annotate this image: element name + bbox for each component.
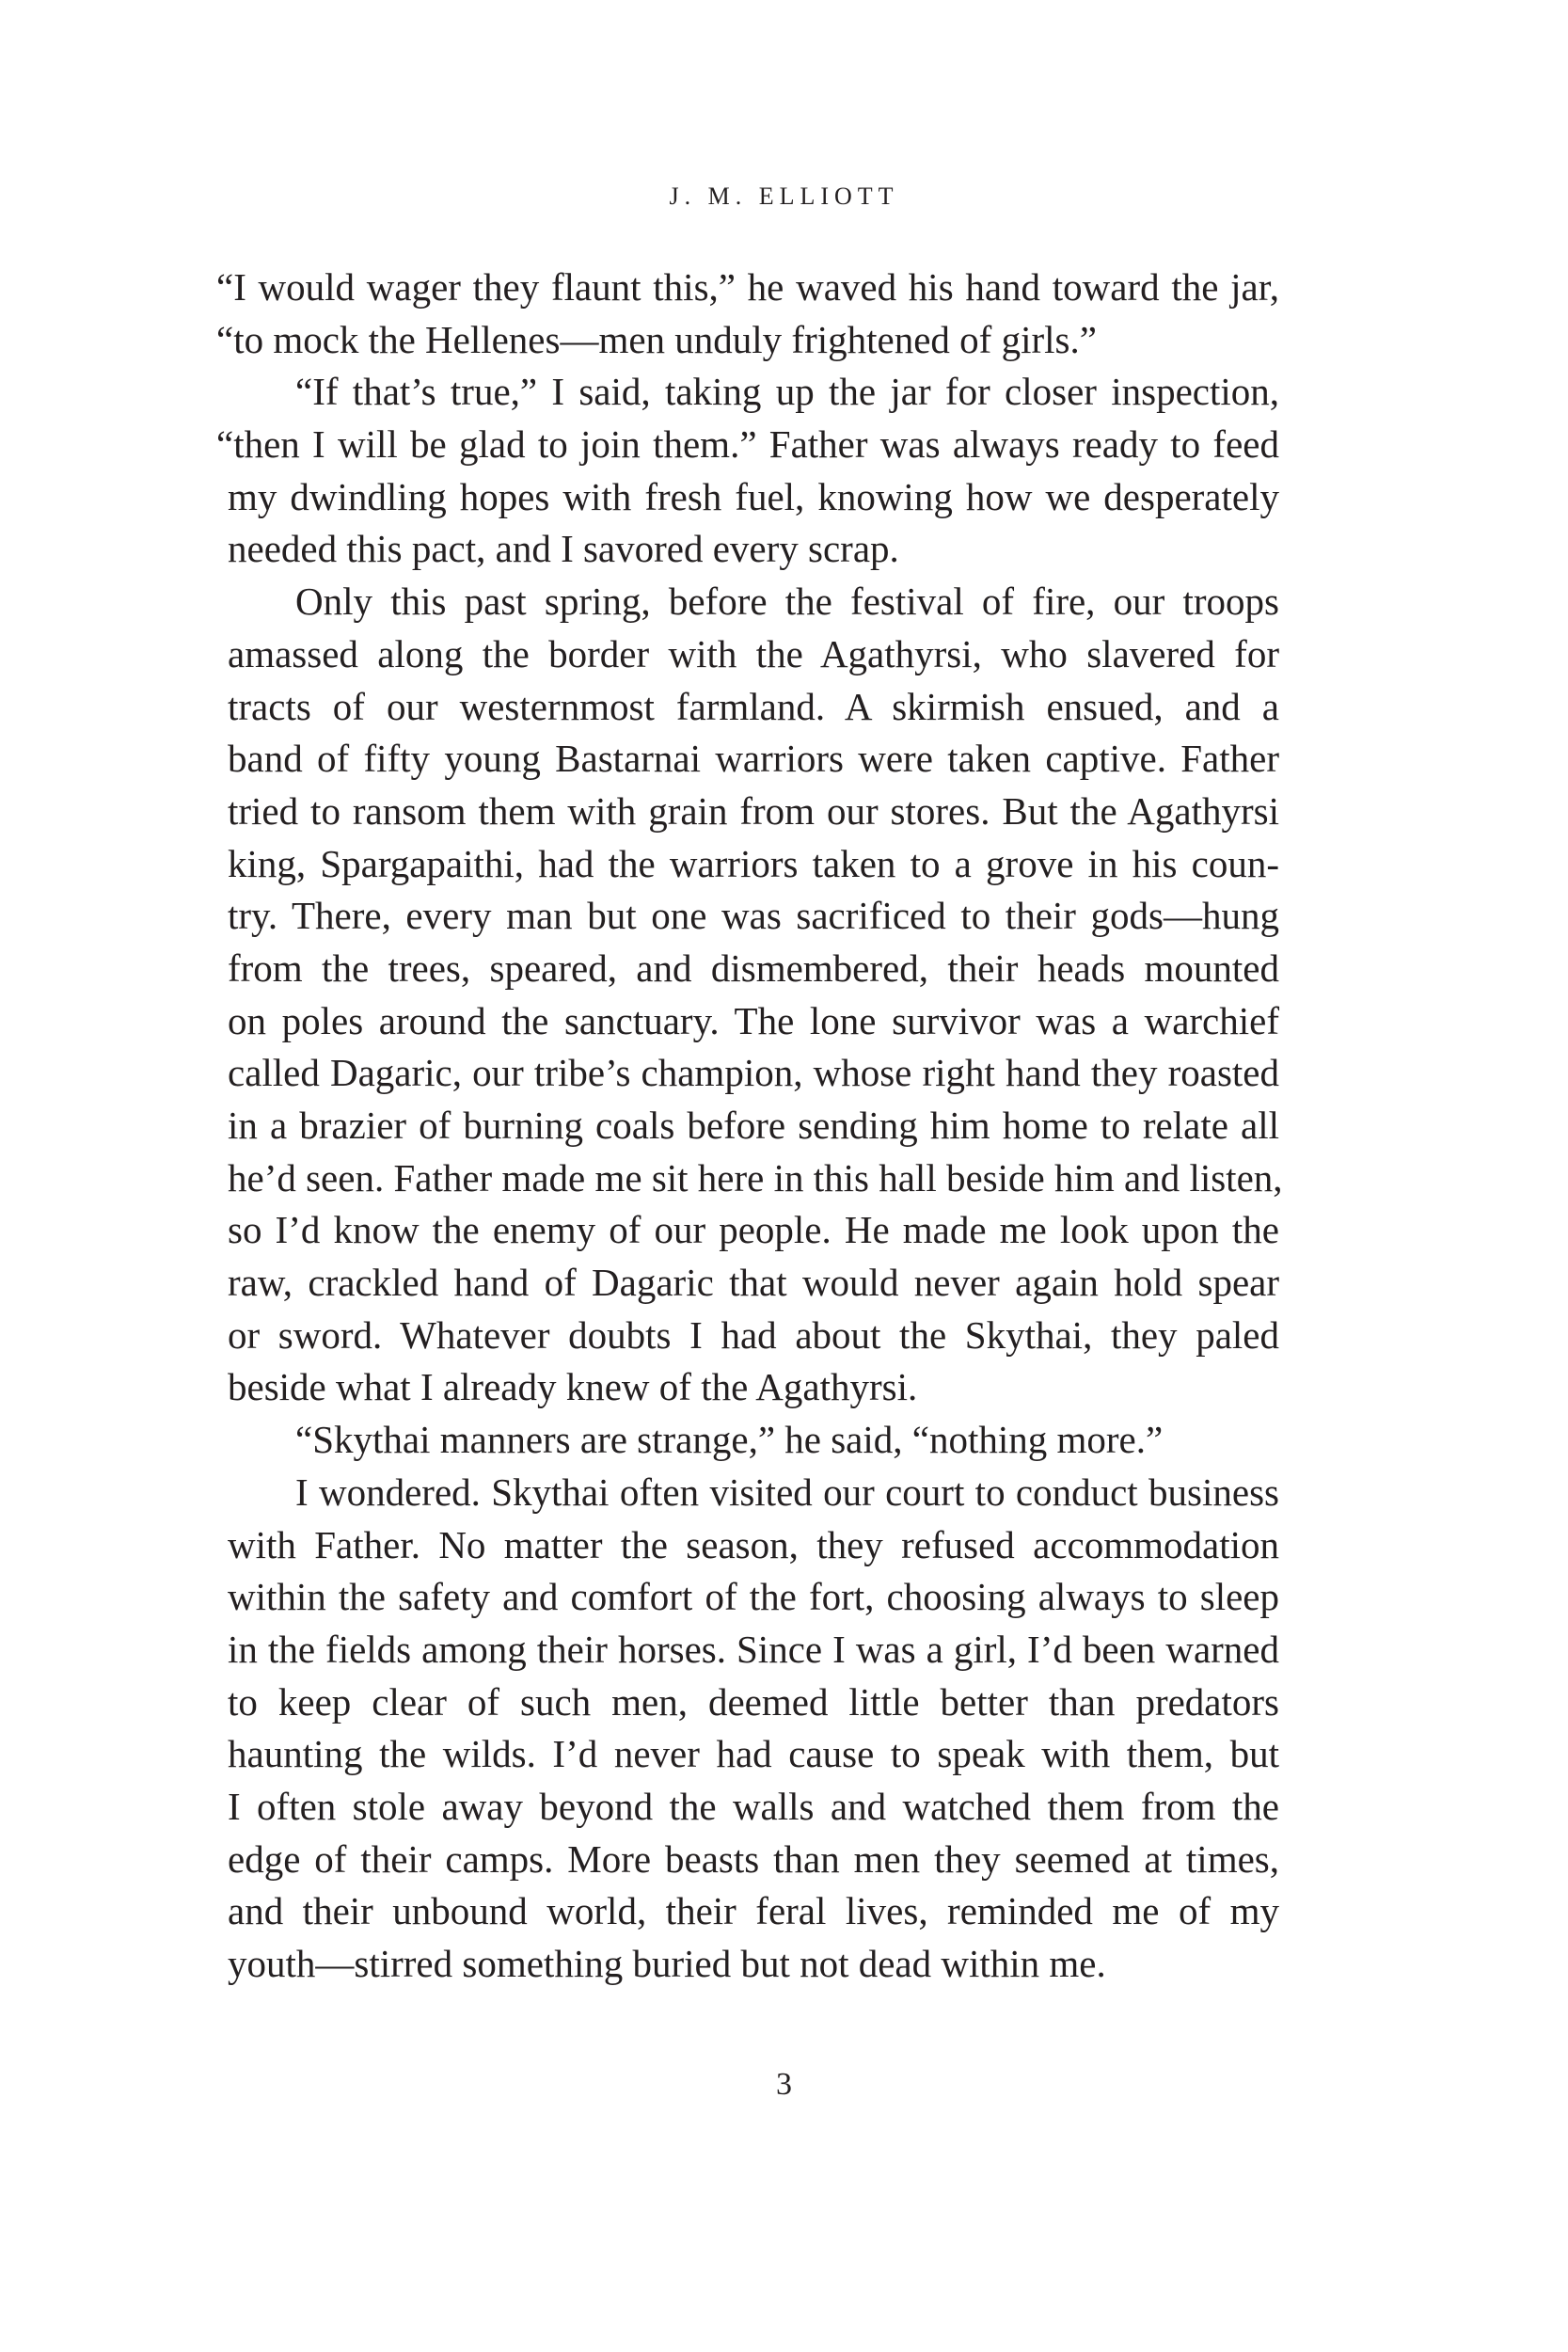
text-line: beside what I already knew of the Agathyrsi. — [228, 1365, 918, 1409]
text-line: I often stole away beyond the walls and watched them from the — [228, 1784, 1279, 1828]
text-line: my dwindling hopes with fresh fuel, knowing how we desperately — [228, 474, 1279, 518]
body-text — [216, 262, 1283, 1991]
text-line: “to mock the Hellenes—men unduly frightened of girls.” — [216, 317, 1097, 361]
text-line: with Father. No matter the season, they refused accommodation — [228, 1522, 1279, 1566]
text-line: king, Spargapaithi, had the warriors taken to a grove in his coun- — [228, 841, 1279, 885]
text-line: tried to ransom them with grain from our stores. But the Agathyrsi — [228, 788, 1279, 833]
text-line: he’d seen. Father made me sit here in this hall beside him and listen, — [228, 1155, 1283, 1200]
text-line: band of fifty young Bastarnai warriors were taken captive. Father — [228, 737, 1279, 781]
text-line: to keep clear of such men, deemed little better than predators — [228, 1679, 1279, 1724]
text-line: try. There, every man but one was sacrificed to their gods—hung — [228, 894, 1279, 938]
text-line: edge of their camps. More beasts than men they seemed at times, — [228, 1836, 1279, 1881]
page-number: 3 — [776, 2067, 792, 2102]
text-line: “If that’s true,” I said, taking up the jar for closer inspection, — [295, 370, 1279, 414]
text-line: so I’d know the enemy of our people. He made me look upon the — [228, 1208, 1279, 1252]
text-line: amassed along the border with the Agathyrsi, who slavered for — [228, 631, 1279, 675]
text-line: “Skythai manners are strange,” he said, “nothing more.” — [295, 1418, 1164, 1462]
text-line: within the safety and comfort of the fort, choosing always to sleep — [228, 1575, 1279, 1619]
text-line: in the fields among their horses. Since I was a girl, I’d been warned — [228, 1627, 1279, 1671]
text-line: “I would wager they flaunt this,” he waved his hand toward the jar, — [216, 265, 1279, 309]
text-line: or sword. Whatever doubts I had about the Skythai, they paled — [228, 1312, 1279, 1357]
text-line: youth—stirred something buried but not dead within me. — [228, 1942, 1106, 1985]
text-line: raw, crackled hand of Dagaric that would never again hold spear — [228, 1261, 1279, 1305]
text-line: needed this pact, and I savored every scrap. — [228, 527, 899, 571]
running-head: J. M. ELLIOTT — [669, 183, 899, 210]
text-line: from the trees, speared, and dismembered, their heads mounted — [228, 946, 1279, 990]
text-line: on poles around the sanctuary. The lone survivor was a warchief — [228, 998, 1279, 1042]
text-line: I wondered. Skythai often visited our court to conduct business — [295, 1470, 1279, 1514]
text-line: “then I will be glad to join them.” Father was always ready to feed — [216, 422, 1279, 467]
text-line: tracts of our westernmost farmland. A skirmish ensued, and a — [228, 684, 1279, 728]
text-line: in a brazier of burning coals before sending him home to relate all — [228, 1104, 1279, 1147]
text-line: and their unbound world, their feral lives, reminded me of my — [228, 1889, 1279, 1933]
text-line: Only this past spring, before the festival of fire, our troops — [295, 580, 1279, 624]
text-line: haunting the wilds. I’d never had cause to speak with them, but — [228, 1732, 1279, 1776]
text-line: called Dagaric, our tribe’s champion, whose right hand they roasted — [228, 1051, 1279, 1095]
